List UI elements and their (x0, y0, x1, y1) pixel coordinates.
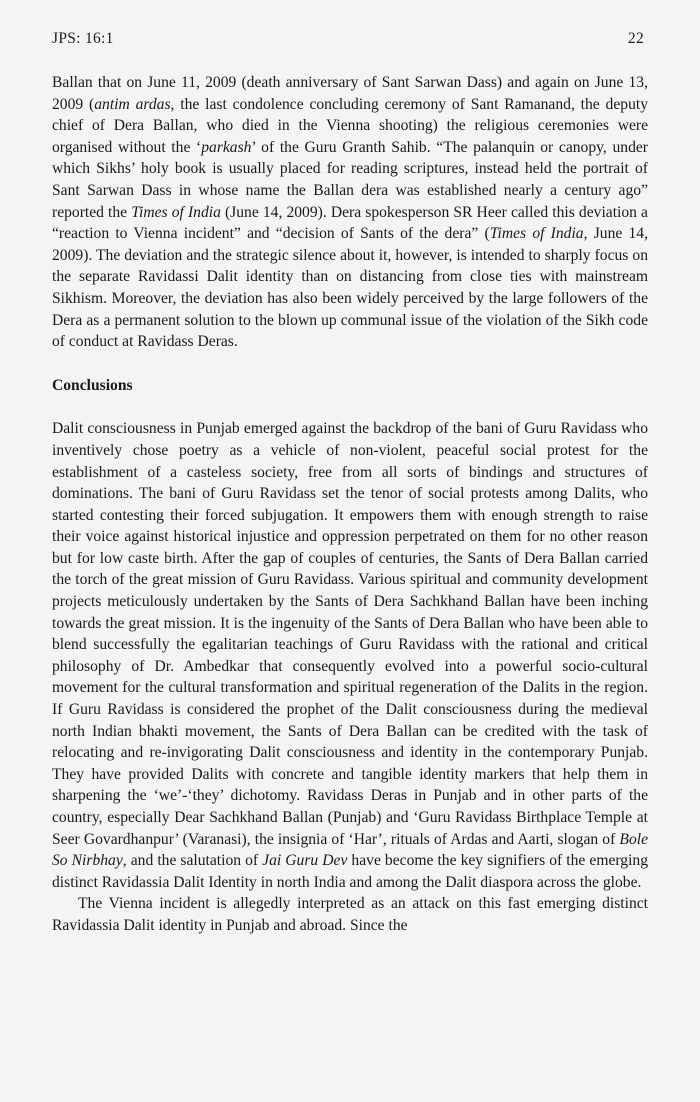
paragraph-2 (52, 418, 648, 893)
paragraph-3: The Vienna incident is allegedly interpreted as an attack on this fast emerging distinct Ravidassia Dalit identity in Punjab and abroad. Since the (52, 895, 648, 934)
article-body (52, 72, 648, 937)
journal-reference: JPS: 16:1 (52, 30, 114, 47)
text-run: , and the salutation of (122, 852, 263, 870)
text-run: , June 14, 2009). The deviation and the strategic silence about it, however, is intended to sharply focus on the separate Ravidassi Dalit identity than on distancing from close ties with mainstream Sikhism. Moreover, the deviation has also been widely perceived by the large followers of the Dera as a permanent solution to the blown up communal issue of the violation of the Sikh code of conduct at Ravidass Deras. (52, 225, 648, 351)
text-run: Dalit consciousness in Punjab emerged against the backdrop of the bani of Guru Ravidass who inventively chose poetry as a vehicle of non-violent, peaceful social protest for the establishment of a casteless society, free from all sorts of bindings and structures of dominations. The bani of Guru Ravidass set the tenor of social protests among Dalits, who started contesting their forced subjugation. It empowers them with enough strength to raise their voice against historical injustice and oppression perpetrated on them for no other reason but for low caste birth. After the gap of couples of centuries, the Sants of Dera Ballan carried the torch of the great mission of Guru Ravidass. Various spiritual and community development projects meticulously undertaken by the Sants of Dera Sachkhand Ballan have been inching towards the great mission. It is the ingenuity of the Sants of Dera Ballan who have been able to blend successfully the egalitarian teachings of Guru Ravidass with the rational and critical philosophy of Dr. Ambedkar that consequently evolved into a powerful socio-cultural movement for the cultural transformation and spiritual regeneration of the Dalits in the region. If Guru Ravidass is considered the prophet of the Dalit consciousness during the medieval north Indian bhakti movement, the Sants of Dera Ballan can be credited with the task of relocating and re-invigorating Dalit consciousness and identity in the contemporary Punjab. They have provided Dalits with concrete and tangible identity markers that help them in sharpening the ‘we’-‘they’ dichotomy. Ravidass Deras in Punjab and in other parts of the country, especially Dear Sachkhand Ballan (Punjab) and ‘Guru Ravidass Birthplace Temple at Seer Govardhanpur’ (Varanasi), the insignia of ‘Har’, rituals of Ardas and Aarti, slogan of (52, 420, 648, 848)
italic-term: Bole So Nirbhay (52, 830, 648, 870)
text-run: (June 14, 2009). Dera spokesperson SR Heer called this deviation a “reaction to Vienna incident” and “decision of Sants of the dera” ( (52, 203, 648, 243)
italic-citation: Times of India (489, 225, 584, 243)
italic-term: parkash (201, 138, 252, 156)
running-header (52, 30, 644, 48)
paragraph-1 (52, 72, 648, 353)
italic-term: antim ardas (94, 95, 171, 113)
section-heading: Conclusions (52, 376, 133, 394)
italic-term: Jai Guru Dev (262, 852, 348, 870)
text-run: , the last condolence concluding ceremony of Sant Ramanand, the deputy chief of Dera Ballan, who died in the Vienna shooting) the religious ceremonies were organised without the ‘ (52, 95, 648, 156)
text-run: ’ of the Guru Granth Sahib. “The palanquin or canopy, under which Sikhs’ holy book is usually placed for reading scriptures, instead held the portrait of Sant Sarwan Dass in whose name the Ballan dera was established nearly a century ago” reported the (52, 138, 648, 221)
page-number: 22 (627, 30, 644, 47)
text-run: have become the key signifiers of the emerging distinct Ravidassia Dalit Identity in north India and among the Dalit diaspora across the globe. (52, 852, 649, 891)
text-run: Ballan that on June 11, 2009 (death anniversary of Sant Sarwan Dass) and again on June 13, 2009 ( (52, 74, 648, 113)
italic-citation: Times of India (131, 203, 221, 221)
